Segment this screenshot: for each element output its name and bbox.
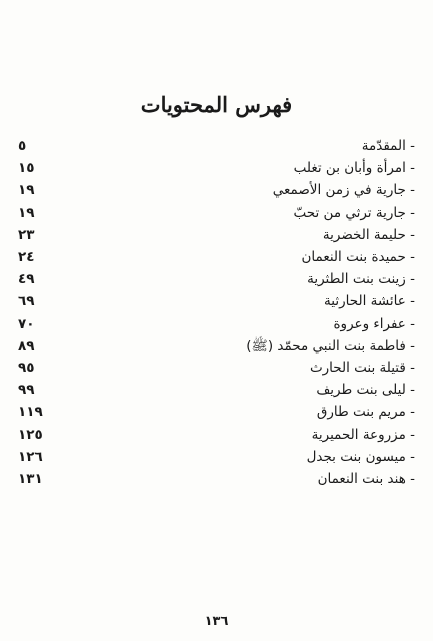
toc-row — [0, 379, 433, 401]
toc-entry-title: - المقدّمة — [361, 138, 415, 154]
toc-entry-title: - عائشة الحارثية — [324, 293, 415, 309]
toc-entry-title: - فاطمة بنت النبي محمّد (ﷺ) — [246, 338, 415, 354]
page-title: فهرس المحتويات — [140, 92, 293, 117]
toc-entry-page: ٦٩ — [18, 293, 35, 309]
toc-entry-title: - عفراء وعروة — [333, 316, 415, 332]
toc-entry-page: ٢٣ — [18, 227, 35, 243]
toc-row — [0, 401, 433, 423]
toc-entry-title: - زينت بنت الطثرية — [307, 271, 415, 287]
toc-row — [0, 157, 433, 179]
toc-entry-title: - حليمة الخضرية — [322, 227, 415, 243]
toc-entry-page: ٩٩ — [18, 382, 35, 398]
toc-row — [0, 224, 433, 246]
toc-row — [0, 357, 433, 379]
toc-entry-page: ٢٤ — [18, 249, 35, 265]
toc-row — [0, 202, 433, 224]
toc-row — [0, 313, 433, 335]
toc-row — [0, 290, 433, 312]
toc-entry-title: - مزروعة الحميرية — [311, 427, 415, 443]
toc-row — [0, 468, 433, 490]
toc-entry-title: - حميدة بنت النعمان — [301, 249, 415, 265]
toc-row — [0, 446, 433, 468]
toc-entry-page: ١٥ — [18, 160, 35, 176]
toc-entry-page: ٧٠ — [18, 316, 35, 332]
toc-entry-page: ١١٩ — [18, 404, 43, 420]
toc-entry-page: ١٣١ — [18, 471, 43, 487]
toc-entry-page: ٨٩ — [18, 338, 35, 354]
toc-row — [0, 335, 433, 357]
toc-entry-page: ٤٩ — [18, 271, 35, 287]
toc-entry-title: - قتيلة بنت الحارث — [309, 360, 415, 376]
toc-entry-page: ١٢٥ — [18, 427, 43, 443]
toc-row — [0, 268, 433, 290]
toc-entry-title: - ليلى بنت طريف — [316, 382, 415, 398]
toc-entry-title: - جارية في زمن الأصمعي — [272, 182, 415, 198]
toc-entry-page: ١٢٦ — [18, 449, 43, 465]
toc-entry-page: ٩٥ — [18, 360, 35, 376]
toc-entry-page: ١٩ — [18, 182, 35, 198]
toc-entry-title: - هند بنت النعمان — [317, 471, 415, 487]
toc-row — [0, 135, 433, 157]
toc-entry-title: - امرأة وأبان بن تغلب — [293, 160, 415, 176]
toc-row — [0, 179, 433, 201]
toc-entry-title: - ميسون بنت بجدل — [306, 449, 415, 465]
toc-row — [0, 246, 433, 268]
toc-entry-page: ٥ — [18, 138, 27, 154]
page-number: ١٣٦ — [204, 614, 229, 629]
toc-row — [0, 424, 433, 446]
toc-entry-title: - مريم بنت طارق — [316, 404, 415, 420]
toc-entry-title: - جارية ترثي من تحبّ — [293, 205, 415, 221]
toc-entry-page: ١٩ — [18, 205, 35, 221]
